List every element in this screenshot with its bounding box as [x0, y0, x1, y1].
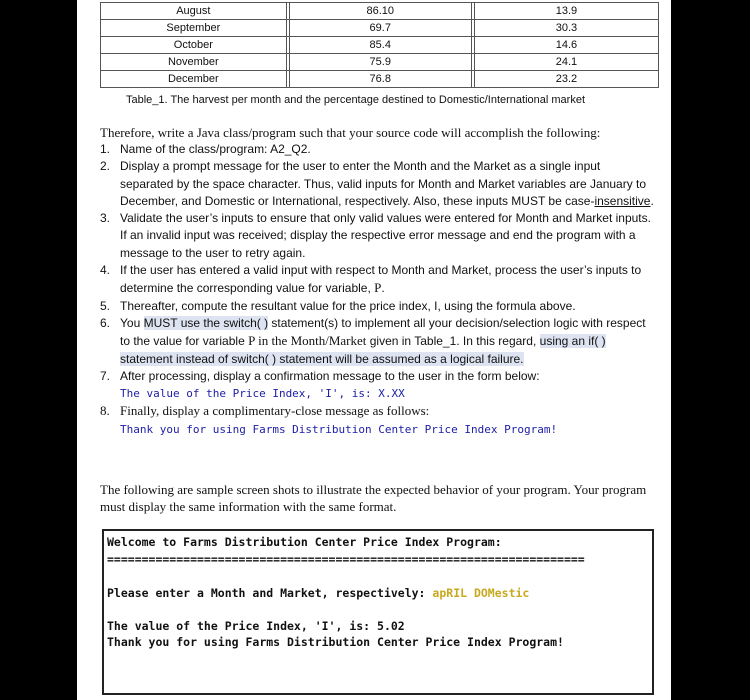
step-number: 5. — [100, 298, 111, 313]
step-7 — [100, 368, 655, 403]
month-cell: October — [101, 37, 287, 54]
step-5 — [100, 298, 655, 315]
table-row — [101, 20, 659, 37]
step-number: 6. — [100, 315, 111, 330]
step-number: 3. — [100, 211, 111, 226]
table-row — [101, 37, 659, 54]
month-cell: September — [101, 20, 287, 37]
step-text: given in Table_1. In this regard, — [366, 334, 540, 349]
percentage-cell: 13.9 — [474, 3, 658, 20]
step-number: 7. — [100, 368, 111, 383]
highlighted-text: using an if( ) statement instead of switch( ) statement will be assumed as a logical failure. — [120, 334, 606, 366]
step-4 — [100, 262, 655, 298]
step-text: Finally, display a complimentary-close message as follows: — [120, 403, 430, 419]
step-text: Validate the user’s inputs to ensure that only valid values were entered for Month and Market inputs. If an invalid input was received; display the respective error message and end the program with a message to the user to retry again. — [120, 211, 651, 260]
step-2 — [100, 158, 655, 210]
harvest-table — [100, 2, 659, 88]
month-cell: December — [101, 71, 287, 88]
percentage-cell: 30.3 — [474, 20, 658, 37]
step-1 — [100, 141, 655, 158]
step-text: You — [120, 315, 144, 330]
table-row — [101, 71, 659, 88]
percentage-cell: 23.2 — [474, 71, 658, 88]
step-number: 4. — [100, 263, 111, 278]
step-text: statement(s) to implement all your decision/selection logic with respect to the value for variable — [120, 315, 646, 349]
step-text: . — [650, 193, 654, 208]
harvest-cell: 86.10 — [289, 3, 471, 20]
step-text: Thereafter, compute the resultant value for the price index, I, using the formula above. — [120, 298, 576, 313]
month-cell: November — [101, 54, 287, 71]
variable-p: P — [374, 280, 382, 296]
step-text: Display a prompt message for the user to enter the Month and the Market as a single input separated by the space character. Thus, valid inputs for Month and Market variables are January to December, and Domestic or International, respectively. Also, these inputs MUST be case- — [120, 159, 647, 208]
console-output — [102, 529, 654, 695]
console-user-input: apRIL DOMestic — [432, 586, 530, 600]
percentage-cell: 24.1 — [474, 54, 658, 71]
harvest-cell: 85.4 — [289, 37, 471, 54]
intro-text: Therefore, write a Java class/program such that your source code will accomplish the following: — [100, 125, 601, 140]
console-welcome: Welcome to Farms Distribution Center Price Index Program: — [107, 535, 502, 549]
console-rule: ===================================================================== — [107, 552, 585, 566]
step-3 — [100, 210, 655, 262]
table-caption: Table_1. The harvest per month and the percentage destined to Domestic/International market — [126, 94, 586, 106]
requirements-list — [100, 141, 655, 438]
step-number: 1. — [100, 142, 111, 156]
console-thanks: Thank you for using Farms Distribution Center Price Index Program! — [107, 635, 564, 649]
code-sample: The value of the Price Index, 'I', is: X.XX — [120, 387, 405, 401]
step-text: . — [381, 281, 385, 296]
percentage-cell: 14.6 — [474, 37, 658, 54]
document-page — [77, 0, 671, 700]
highlighted-text: MUST use the switch( ) — [143, 315, 269, 330]
console-result: The value of the Price Index, 'I', is: 5.02 — [107, 619, 405, 633]
table-row — [101, 54, 659, 71]
step-6 — [100, 315, 655, 368]
month-cell: August — [101, 3, 287, 20]
code-sample: Thank you for using Farms Distribution Center Price Index Program! — [120, 422, 558, 436]
step-text: After processing, display a confirmation message to the user in the form below: — [120, 368, 540, 383]
harvest-cell: 76.8 — [289, 71, 471, 88]
step-text: If the user has entered a valid input with respect to Month and Market, process the user’s inputs to determine the corresponding value for variable, — [120, 263, 642, 296]
harvest-cell: 75.9 — [289, 54, 471, 71]
underlined-text: insensitive — [594, 193, 651, 208]
table-row — [101, 3, 659, 20]
harvest-cell: 69.7 — [289, 20, 471, 37]
step-number: 2. — [100, 159, 111, 174]
step-text: Name of the class/program: A2_Q2. — [120, 142, 311, 156]
variable-p: P in the Month/Market — [248, 333, 367, 349]
step-number: 8. — [100, 403, 110, 419]
step-8 — [100, 402, 655, 438]
sample-intro: The following are sample screen shots to illustrate the expected behavior of your program. Your program must display the same information with the same format. — [100, 482, 647, 514]
console-prompt: Please enter a Month and Market, respectively: — [107, 586, 433, 600]
console-prompt-line — [107, 586, 529, 600]
